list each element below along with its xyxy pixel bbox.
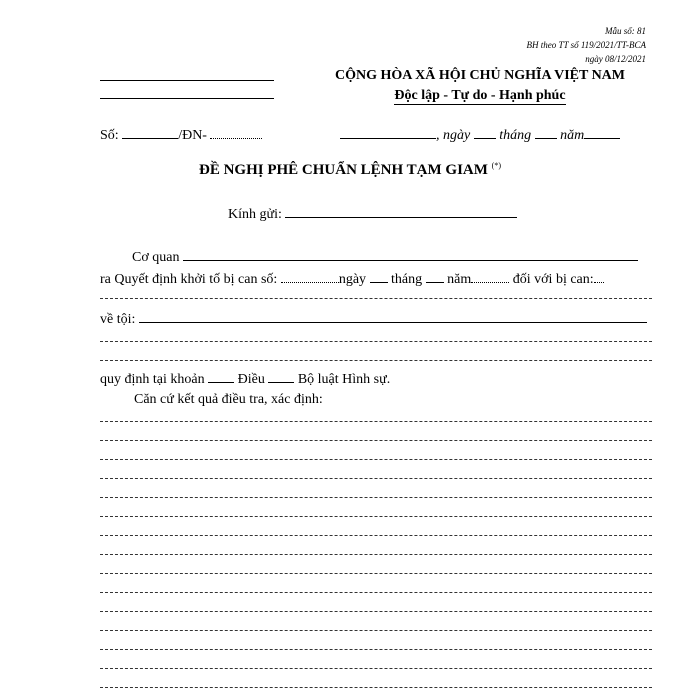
form-meta [526,24,646,66]
dn-field[interactable] [210,126,262,139]
crime-line-2[interactable] [100,341,652,342]
ra-qd-label: ra Quyết định khởi tố bị can số: [100,272,278,287]
crime-field[interactable] [139,310,647,323]
place-date [340,126,620,145]
date-month-field[interactable] [535,126,557,139]
nation-heading: CỘNG HÒA XÃ HỘI CHỦ NGHĨA VIỆT NAM [334,68,625,83]
co-quan-field[interactable] [183,248,638,261]
co-quan-label: Cơ quan [132,250,180,265]
form-issue-date: ngày 08/12/2021 [585,54,646,64]
result-line[interactable] [100,516,652,517]
result-line[interactable] [100,592,652,593]
legal-basis-row [100,370,390,389]
motto-text: Độc lập - Tự do - Hạnh phúc [394,88,566,103]
recipient [228,205,517,224]
defendant-line[interactable] [100,298,652,299]
decision-thang-label: tháng [391,272,423,287]
date-day-field[interactable] [474,126,496,139]
co-quan-row [132,248,638,267]
result-line[interactable] [100,668,652,669]
quy-dinh-label: quy định tại khoản [100,372,205,387]
decision-number-field[interactable] [281,270,339,283]
doi-voi-label: đối với bị can: [512,272,594,287]
decision-month-field[interactable] [426,270,444,283]
crime-line-3[interactable] [100,360,652,361]
agency-name-line-1[interactable] [100,80,274,81]
crime-row [100,310,647,329]
result-line[interactable] [100,459,652,460]
result-line[interactable] [100,687,652,688]
dn-label: /ĐN- [178,128,207,143]
date-ngay-label: , ngày [436,128,471,143]
dieu-label: Điều [237,372,265,387]
decision-nam-label: năm [447,272,472,287]
reference-number [100,126,262,145]
recipient-field[interactable] [285,205,517,218]
ve-toi-label: về tội: [100,312,136,327]
document-title [0,161,700,179]
decision-row [100,270,604,289]
recipient-label: Kính gửi: [228,207,282,222]
result-line[interactable] [100,497,652,498]
khoan-field[interactable] [208,370,234,383]
decision-year-field[interactable] [471,270,509,283]
result-line[interactable] [100,535,652,536]
dieu-field[interactable] [268,370,294,383]
decision-ngay-label: ngày [338,272,367,287]
so-label: Số: [100,128,119,143]
title-text: ĐỀ NGHỊ PHÊ CHUẨN LỆNH TẠM GIAM [199,162,488,178]
date-nam-label: năm [560,128,585,143]
agency-name-line-2[interactable] [100,98,274,99]
place-field[interactable] [340,126,436,139]
can-cu-label: Căn cứ kết quả điều tra, xác định: [134,392,323,407]
result-line[interactable] [100,554,652,555]
result-line[interactable] [100,440,652,441]
result-line[interactable] [100,630,652,631]
form-issued-by: BH theo TT số 119/2021/TT-BCA [526,40,646,50]
date-thang-label: tháng [499,128,532,143]
result-line[interactable] [100,478,652,479]
investigation-heading [134,391,323,409]
title-note: (*) [491,161,501,170]
blhs-label: Bộ luật Hình sự. [297,372,391,387]
decision-day-field[interactable] [370,270,388,283]
form-number: Mẫu số: 81 [605,26,646,36]
so-field[interactable] [122,126,178,139]
result-line[interactable] [100,421,652,422]
result-line[interactable] [100,611,652,612]
motto [320,88,640,104]
date-year-field[interactable] [584,126,620,139]
result-line[interactable] [100,573,652,574]
defendant-field[interactable] [594,270,604,283]
result-line[interactable] [100,649,652,650]
